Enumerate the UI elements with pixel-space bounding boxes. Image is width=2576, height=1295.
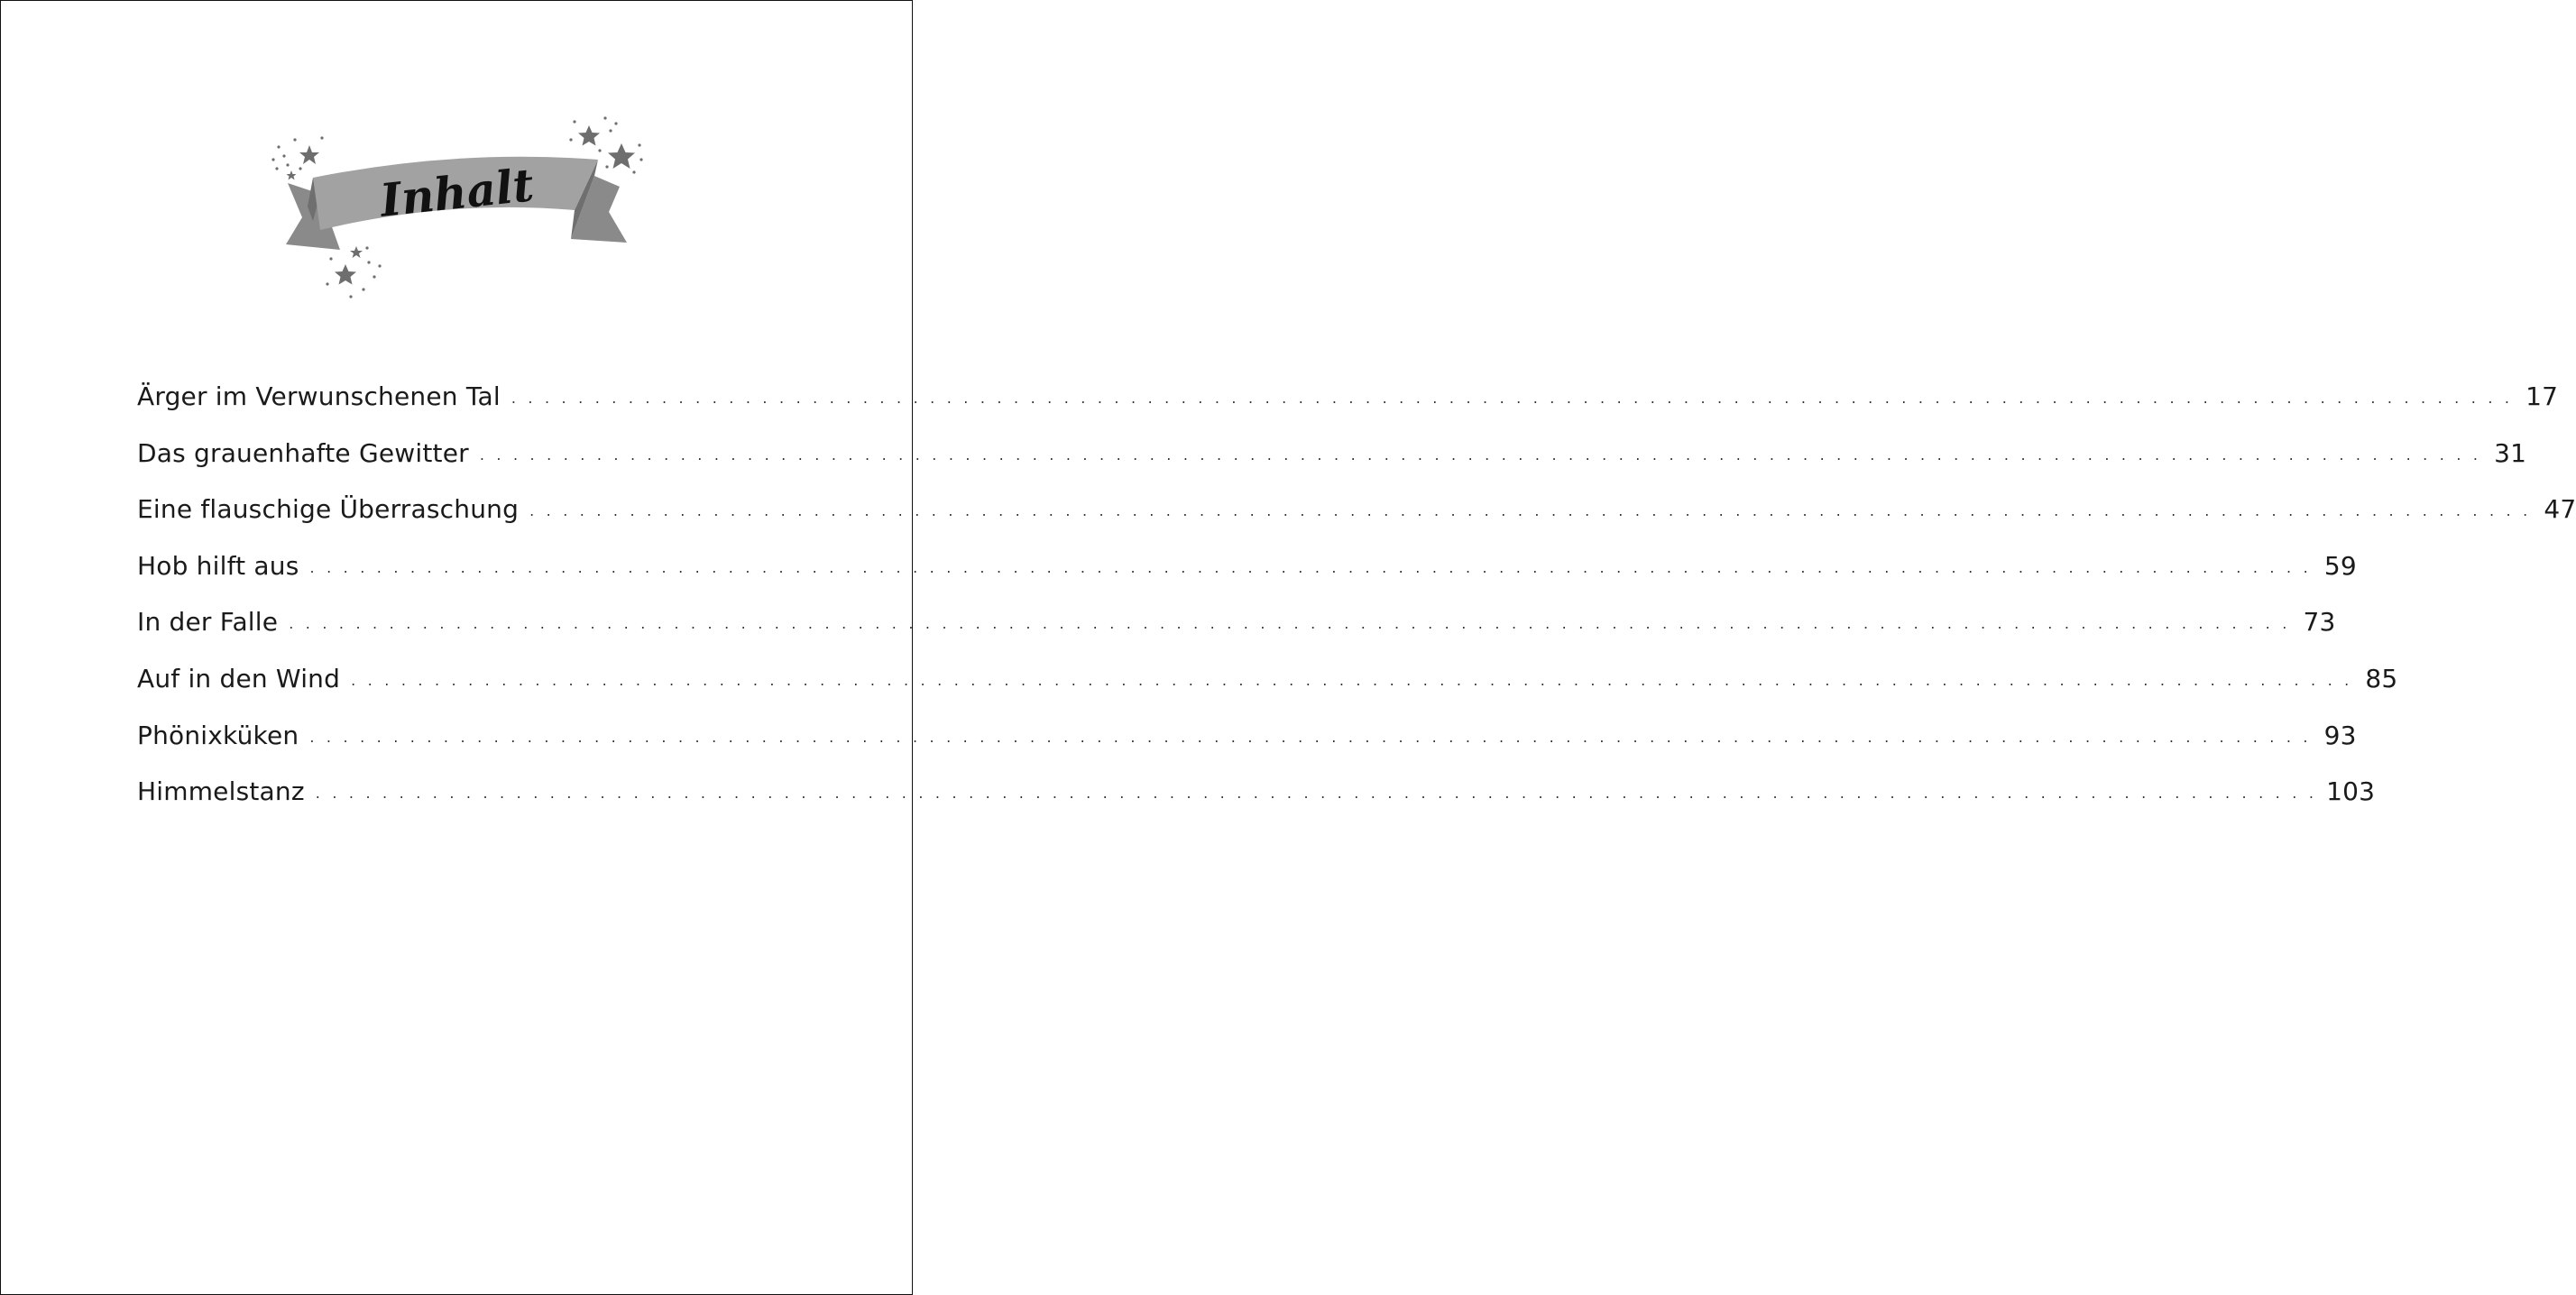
toc-entry[interactable] xyxy=(137,437,2527,495)
table-of-contents xyxy=(137,381,2576,833)
toc-entry-page-number: 85 xyxy=(2365,663,2398,693)
toc-entry-page-number: 59 xyxy=(2323,550,2357,581)
toc-entry-title: Auf in den Wind xyxy=(137,663,341,693)
toc-dot-leader: . . . . . . . . . . . . . . . . . . . . . . . . . . . . . . . . . . . . . . . . . . . . . . . . . . . . . . . . . . . . . . . . . . . . . . . . . . . . . . . . . . . . . . . . . . . . . . . . . . . . . . . . . . . . . . . . . . . . . . . . xyxy=(315,785,2318,803)
toc-entry-title: Ärger im Verwunschenen Tal xyxy=(137,381,501,411)
toc-entry-title: Das grauenhafte Gewitter xyxy=(137,437,469,468)
star-icon xyxy=(335,264,356,285)
toc-entry[interactable] xyxy=(137,607,2336,664)
toc-entry[interactable] xyxy=(137,663,2398,721)
toc-entry[interactable] xyxy=(137,494,2576,551)
stars-top-left xyxy=(271,136,323,179)
toc-entry[interactable] xyxy=(137,776,2376,833)
ribbon-banner-icon xyxy=(268,113,649,302)
star-icon xyxy=(578,125,600,146)
toc-dot-leader: . . . . . . . . . . . . . . . . . . . . . . . . . . . . . . . . . . . . . . . . . . . . . . . . . . . . . . . . . . . . . . . . . . . . . . . . . . . . . . . . . . . . . . . . . . . . . . . . . . . . . . . . . . . . . . . . . . . . . . . . xyxy=(479,445,2482,464)
toc-entry-title: Eine flauschige Überraschung xyxy=(137,494,520,525)
toc-entry-page-number: 93 xyxy=(2323,720,2357,750)
star-icon xyxy=(287,170,297,180)
star-icon xyxy=(608,143,635,169)
toc-entry-page-number: 31 xyxy=(2494,437,2527,468)
toc-entry-title: Phönixküken xyxy=(137,720,299,750)
toc-entry-title: In der Falle xyxy=(137,607,279,638)
toc-dot-leader: . . . . . . . . . . . . . . . . . . . . . . . . . . . . . . . . . . . . . . . . . . . . . . . . . . . . . . . . . . . . . . . . . . . . . . . . . . . . . . . . . . . . . . . . . . . . . . . . . . . . . . . . . . . . . . . . . . . . . . . . xyxy=(529,502,2532,520)
toc-entry[interactable] xyxy=(137,550,2357,608)
toc-entry-page-number: 73 xyxy=(2303,607,2336,638)
toc-entry-page-number: 103 xyxy=(2326,776,2376,807)
toc-entry-title: Hob hilft aus xyxy=(137,550,299,581)
toc-entry[interactable] xyxy=(137,720,2357,777)
toc-dot-leader: . . . . . . . . . . . . . . . . . . . . . . . . . . . . . . . . . . . . . . . . . . . . . . . . . . . . . . . . . . . . . . . . . . . . . . . . . . . . . . . . . . . . . . . . . . . . . . . . . . . . . . . . . . . . . . . . . . . . . . . . xyxy=(511,390,2514,407)
toc-dot-leader: . . . . . . . . . . . . . . . . . . . . . . . . . . . . . . . . . . . . . . . . . . . . . . . . . . . . . . . . . . . . . . . . . . . . . . . . . . . . . . . . . . . . . . . . . . . . . . . . . . . . . . . . . . . . . . . . . . . . . . . . xyxy=(309,728,2312,746)
page-title: Inhalt xyxy=(377,158,537,227)
star-icon xyxy=(299,145,319,164)
star-icon xyxy=(350,246,363,258)
toc-dot-leader: . . . . . . . . . . . . . . . . . . . . . . . . . . . . . . . . . . . . . . . . . . . . . . . . . . . . . . . . . . . . . . . . . . . . . . . . . . . . . . . . . . . . . . . . . . . . . . . . . . . . . . . . . . . . . . . . . . . . . . . . xyxy=(289,615,2291,633)
toc-entry[interactable] xyxy=(137,381,2559,438)
toc-entry-page-number: 17 xyxy=(2525,381,2559,411)
toc-dot-leader: . . . . . . . . . . . . . . . . . . . . . . . . . . . . . . . . . . . . . . . . . . . . . . . . . . . . . . . . . . . . . . . . . . . . . . . . . . . . . . . . . . . . . . . . . . . . . . . . . . . . . . . . . . . . . . . . . . . . . . . . xyxy=(351,671,2353,689)
toc-entry-page-number: 47 xyxy=(2544,494,2576,525)
toc-entry-title: Himmelstanz xyxy=(137,776,305,807)
title-banner xyxy=(268,113,649,302)
stars-bottom xyxy=(326,246,381,298)
toc-dot-leader: . . . . . . . . . . . . . . . . . . . . . . . . . . . . . . . . . . . . . . . . . . . . . . . . . . . . . . . . . . . . . . . . . . . . . . . . . . . . . . . . . . . . . . . . . . . . . . . . . . . . . . . . . . . . . . . . . . . . . . . . xyxy=(309,558,2312,576)
